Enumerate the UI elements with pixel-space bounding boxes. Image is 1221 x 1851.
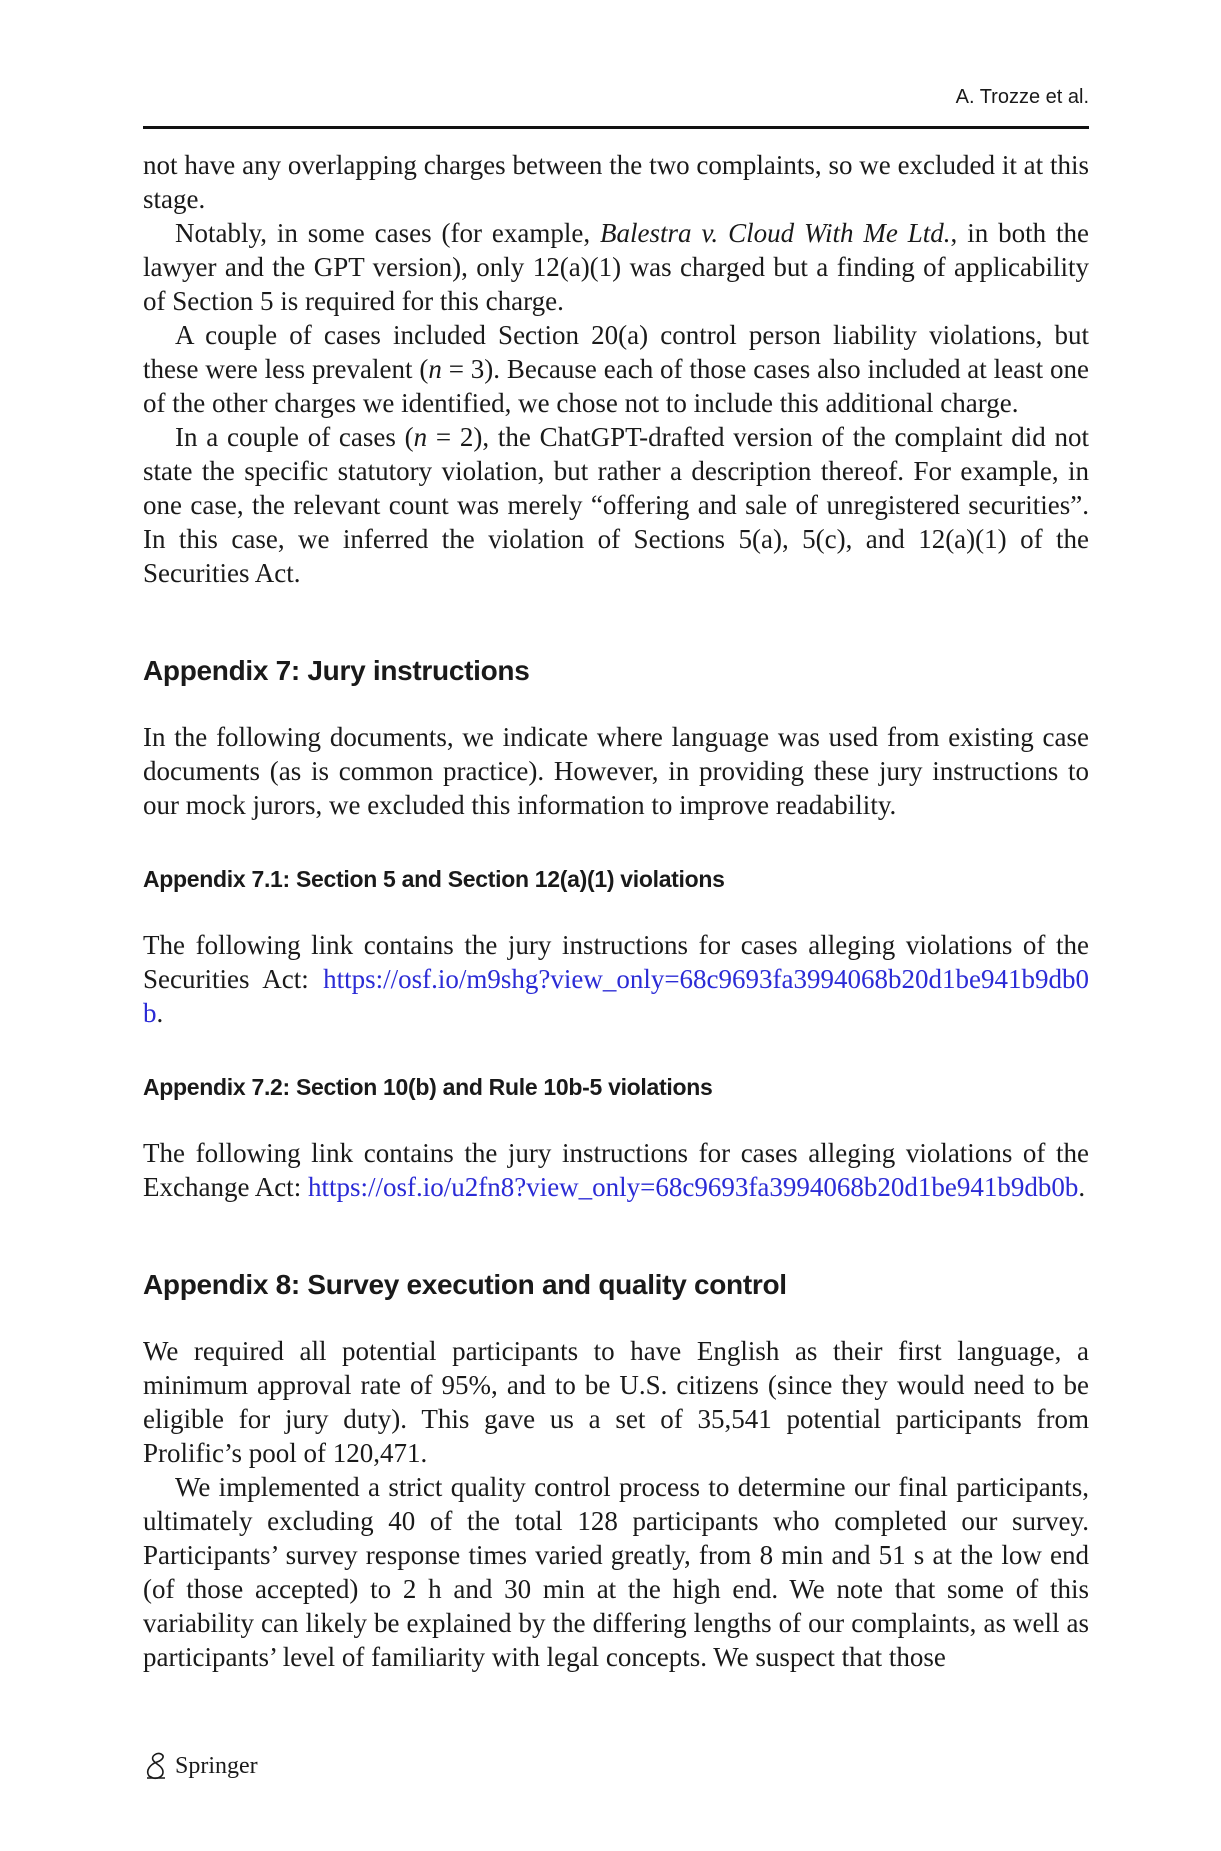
n-variable: n (428, 354, 442, 384)
paragraph-chatgpt-drafted: In a couple of cases (n = 2), the ChatGPT-drafted version of the complaint did not state the specific statutory violation, but rather a description thereof. For example, in one case, the relevant count was merely “offering and sale of unregistered securities”. In this case, we inferred the violation of Sections 5(a), 5(c), and 12(a)(1) of the Securities Act. (143, 422, 1089, 588)
exchange-act-instructions-link[interactable]: https://osf.io/u2fn8?view_only=68c9693fa3994068b20d1be941b9db0b (307, 1172, 1079, 1202)
main-content (143, 148, 1089, 1674)
header-rule (143, 126, 1089, 129)
appendix-8-paragraph-1: We required all potential participants to have English as their first language, a minimum approval rate of 95%, and to be U.S. citizens (since they would need to be eligible for jury duty). This gave us a set of 35,541 potential participants from Prolific’s pool of 120,471. (143, 1336, 1089, 1468)
paragraph-section-20a: A couple of cases included Section 20(a) control person liability violations, but these were less prevalent (n = 3). Because each of those cases also included at least one of the other charges we identified, we chose not to include this additional charge. (143, 320, 1089, 418)
appendix-7-1-body: The following link contains the jury instructions for cases alleging violations of the Securities Act: https://osf.io/m9shg?view_only=68c9693fa3994068b20d1be941b9db0b. (143, 930, 1089, 1028)
appendix-8-heading: Appendix 8: Survey execution and quality control (143, 1269, 787, 1300)
appendix-7-2-body: The following link contains the jury instructions for cases alleging violations of the Exchange Act: https://osf.io/u2fn8?view_only=68c9693fa3994068b20d1be941b9db0b. (143, 1138, 1089, 1202)
running-head: A. Trozze et al. (955, 86, 1089, 108)
appendix-8-paragraph-2: We implemented a strict quality control process to determine our final participants, ultimately excluding 40 of the total 128 participants who completed our survey. Participants’ survey response times varied greatly, from 8 min and 51 s at the low end (of those accepted) to 2 h and 30 min at the high end. We note that some of this variability can likely be explained by the differing lengths of our complaints, as well as participants’ level of familiarity with legal concepts. We suspect that those (143, 1472, 1089, 1672)
paragraph-continuation: not have any overlapping charges between the two complaints, so we excluded it at this stage. (143, 150, 1089, 214)
appendix-7-heading: Appendix 7: Jury instructions (143, 655, 530, 686)
case-name: Balestra v. Cloud With Me Ltd. (600, 218, 951, 248)
appendix-7-body: In the following documents, we indicate where language was used from existing case documents (as is common practice). However, in providing these jury instructions to our mock jurors, we excluded this information to improve readability. (143, 722, 1089, 820)
springer-logo-icon (143, 1752, 169, 1780)
appendix-7-1-heading: Appendix 7.1: Section 5 and Section 12(a)(1) violations (143, 866, 725, 892)
n-variable: n (413, 422, 428, 452)
paragraph-notably: Notably, in some cases (for example, Balestra v. Cloud With Me Ltd., in both the lawyer and the GPT version), only 12(a)(1) was charged but a finding of applicability of Section 5 is required for this charge. (143, 218, 1089, 316)
securities-act-instructions-link[interactable]: https://osf.io/m9shg?view_only=68c9693fa3994068b20d1be941b9db0b (143, 964, 1089, 1028)
publisher-name: Springer (175, 1752, 258, 1779)
page-footer (143, 1752, 258, 1780)
appendix-7-2-heading: Appendix 7.2: Section 10(b) and Rule 10b-5 violations (143, 1074, 713, 1100)
